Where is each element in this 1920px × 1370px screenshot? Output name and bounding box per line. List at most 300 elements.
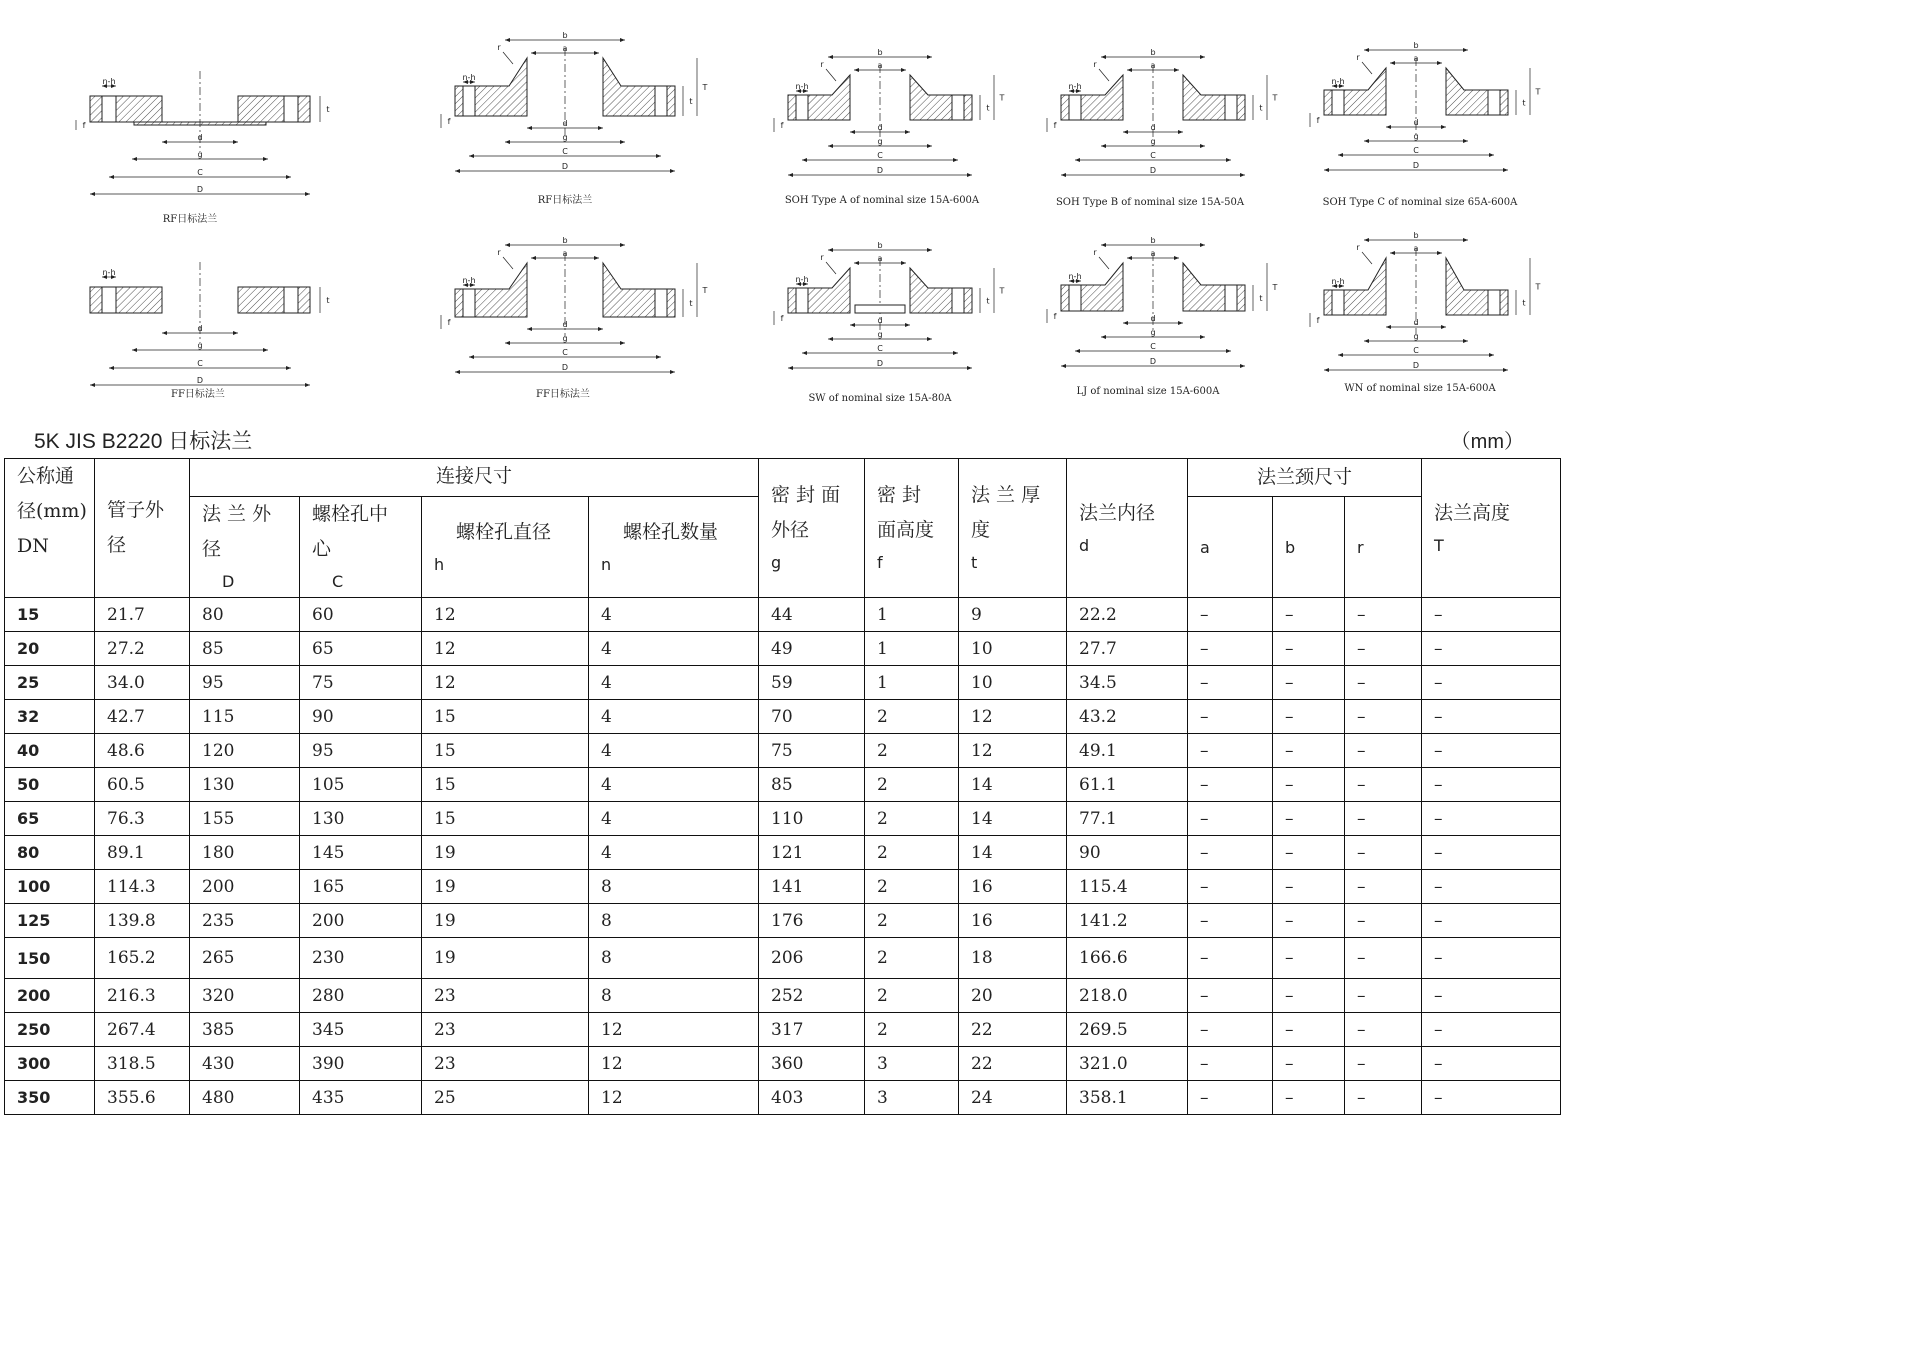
table-cell: 165.2 xyxy=(95,938,190,979)
dimension-label: t xyxy=(1259,294,1263,303)
table-cell: 20 xyxy=(959,979,1067,1013)
table-cell: 4 xyxy=(589,666,759,700)
flange-drawing xyxy=(441,31,708,206)
table-cell: – xyxy=(1273,836,1345,870)
header-bolt-center: 螺栓孔中 心 C xyxy=(300,497,422,598)
dimension-label: D xyxy=(196,185,204,194)
table-cell: 19 xyxy=(422,938,589,979)
dimension-label: d xyxy=(877,316,883,325)
dimension-label: g xyxy=(877,330,883,339)
dimension-label: f xyxy=(780,314,784,323)
table-cell: 34.5 xyxy=(1067,666,1188,700)
dn-cell: 100 xyxy=(5,870,95,904)
dn-cell: 20 xyxy=(5,632,95,666)
dimension-label: d xyxy=(1150,314,1156,323)
table-cell: 235 xyxy=(190,904,300,938)
dimension-label: n-h xyxy=(1068,272,1082,281)
table-cell: 49 xyxy=(759,632,865,666)
dimension-label: b xyxy=(1150,236,1156,245)
header-neck-b: b xyxy=(1273,497,1345,598)
table-row xyxy=(5,1047,1561,1081)
drawing-caption: SOH Type A of nominal size 15A-600A xyxy=(784,195,980,206)
dimension-label: g xyxy=(1150,328,1156,337)
dn-cell: 250 xyxy=(5,1013,95,1047)
table-cell: – xyxy=(1188,836,1273,870)
table-cell: – xyxy=(1422,802,1561,836)
dimension-label: f xyxy=(1316,316,1320,325)
table-cell: 15 xyxy=(422,768,589,802)
table-cell: – xyxy=(1422,598,1561,632)
flange-drawing xyxy=(1047,236,1278,397)
table-cell: – xyxy=(1422,768,1561,802)
table-cell: 8 xyxy=(589,870,759,904)
table-cell: 27.7 xyxy=(1067,632,1188,666)
table-cell: 155 xyxy=(190,802,300,836)
table-cell: 2 xyxy=(865,734,959,768)
table-cell: 2 xyxy=(865,904,959,938)
table-cell: – xyxy=(1422,1047,1561,1081)
dimension-label: T xyxy=(1535,87,1541,97)
dimension-label: C xyxy=(1413,346,1419,355)
table-cell: – xyxy=(1345,734,1422,768)
table-cell: 61.1 xyxy=(1067,768,1188,802)
table-cell: 15 xyxy=(422,700,589,734)
table-cell: – xyxy=(1422,904,1561,938)
table-cell: – xyxy=(1273,938,1345,979)
table-cell: – xyxy=(1422,666,1561,700)
table-cell: 355.6 xyxy=(95,1081,190,1115)
table-cell: – xyxy=(1422,632,1561,666)
dimension-label: T xyxy=(702,286,708,295)
dimension-label: T xyxy=(1272,93,1278,103)
dimension-label: D xyxy=(1149,166,1157,175)
header-flange-id: 法兰内径 d xyxy=(1067,459,1188,598)
table-cell: 200 xyxy=(300,904,422,938)
table-cell: 110 xyxy=(759,802,865,836)
dimension-label: T xyxy=(702,83,708,92)
table-cell: 10 xyxy=(959,632,1067,666)
table-cell: 480 xyxy=(190,1081,300,1115)
table-cell: – xyxy=(1273,598,1345,632)
table-cell: 14 xyxy=(959,802,1067,836)
table-cell: – xyxy=(1345,904,1422,938)
table-cell: 120 xyxy=(190,734,300,768)
dimension-label: T xyxy=(999,286,1005,296)
dimension-label: f xyxy=(82,121,86,130)
table-cell: – xyxy=(1345,1013,1422,1047)
table-row xyxy=(5,768,1561,802)
dimension-label: n-h xyxy=(1331,277,1345,286)
dimension-label: r xyxy=(820,253,824,262)
header-bolt-hole-dia: 螺栓孔直径 h xyxy=(422,497,589,598)
table-cell: 19 xyxy=(422,836,589,870)
table-cell: 4 xyxy=(589,768,759,802)
table-cell: 1 xyxy=(865,598,959,632)
table-cell: 145 xyxy=(300,836,422,870)
table-cell: – xyxy=(1273,768,1345,802)
table-cell: 60.5 xyxy=(95,768,190,802)
dimension-label: a xyxy=(1150,61,1156,70)
table-cell: 65 xyxy=(300,632,422,666)
table-cell: 176 xyxy=(759,904,865,938)
dimension-label: r xyxy=(820,60,824,69)
table-cell: 206 xyxy=(759,938,865,979)
flange-drawing xyxy=(774,48,1005,206)
dimension-label: n-h xyxy=(1331,77,1345,86)
dimension-label: r xyxy=(1356,243,1360,252)
table-cell: – xyxy=(1188,938,1273,979)
flange-drawing xyxy=(90,262,330,400)
table-cell: 2 xyxy=(865,979,959,1013)
table-cell: – xyxy=(1345,979,1422,1013)
table-cell: – xyxy=(1345,870,1422,904)
dn-cell: 40 xyxy=(5,734,95,768)
table-cell: 18 xyxy=(959,938,1067,979)
table-cell: 121 xyxy=(759,836,865,870)
dimension-label: D xyxy=(876,359,884,368)
table-cell: – xyxy=(1273,666,1345,700)
header-dn: 公称通 径(mm) DN xyxy=(5,459,95,598)
dimension-label: g xyxy=(1150,137,1156,146)
table-cell: 3 xyxy=(865,1047,959,1081)
dimension-label: C xyxy=(877,151,883,160)
header-seal-face-od: 密 封 面 外径 g xyxy=(759,459,865,598)
dimension-label: C xyxy=(562,348,568,357)
table-cell: 23 xyxy=(422,1047,589,1081)
table-cell: 3 xyxy=(865,1081,959,1115)
table-cell: – xyxy=(1188,802,1273,836)
table-cell: 21.7 xyxy=(95,598,190,632)
table-cell: 23 xyxy=(422,979,589,1013)
table-cell: 130 xyxy=(190,768,300,802)
dimension-label: f xyxy=(1316,116,1320,125)
dimension-label: b xyxy=(562,31,568,40)
table-cell: 2 xyxy=(865,1013,959,1047)
table-cell: – xyxy=(1273,802,1345,836)
table-cell: 130 xyxy=(300,802,422,836)
dimension-label: D xyxy=(1412,161,1420,170)
header-flange-od: 法 兰 外 径 D xyxy=(190,497,300,598)
dimension-label: t xyxy=(689,97,693,106)
table-cell: 114.3 xyxy=(95,870,190,904)
flange-drawing xyxy=(1310,41,1541,208)
dimension-label: g xyxy=(562,334,568,343)
table-cell: 8 xyxy=(589,938,759,979)
dn-cell: 200 xyxy=(5,979,95,1013)
dimension-label: n-h xyxy=(795,275,809,284)
dimension-label: C xyxy=(1150,151,1156,160)
table-cell: – xyxy=(1345,938,1422,979)
header-flange-height: 法兰高度 T xyxy=(1422,459,1561,598)
table-row xyxy=(5,904,1561,938)
drawing-caption: SW of nominal size 15A-80A xyxy=(808,393,952,404)
table-cell: 2 xyxy=(865,768,959,802)
table-cell: 2 xyxy=(865,700,959,734)
table-cell: – xyxy=(1273,734,1345,768)
table-cell: 216.3 xyxy=(95,979,190,1013)
dimension-label: r xyxy=(1093,248,1097,257)
table-row xyxy=(5,666,1561,700)
drawing-caption: RF日标法兰 xyxy=(537,195,593,206)
table-cell: – xyxy=(1422,836,1561,870)
table-cell: – xyxy=(1188,598,1273,632)
table-cell: 8 xyxy=(589,979,759,1013)
header-pipe-od: 管子外 径 xyxy=(95,459,190,598)
table-cell: 49.1 xyxy=(1067,734,1188,768)
drawing-caption: LJ of nominal size 15A-600A xyxy=(1076,386,1220,397)
table-cell: 318.5 xyxy=(95,1047,190,1081)
table-cell: 320 xyxy=(190,979,300,1013)
flange-drawing xyxy=(1047,48,1278,208)
table-cell: 317 xyxy=(759,1013,865,1047)
dimension-label: t xyxy=(1522,298,1526,308)
table-cell: 34.0 xyxy=(95,666,190,700)
table-cell: – xyxy=(1345,1081,1422,1115)
table-row xyxy=(5,938,1561,979)
table-cell: 95 xyxy=(190,666,300,700)
table-cell: 4 xyxy=(589,700,759,734)
dimension-label: a xyxy=(877,61,883,70)
flange-drawing xyxy=(76,71,330,225)
table-cell: 12 xyxy=(959,700,1067,734)
table-cell: 12 xyxy=(422,666,589,700)
table-cell: 4 xyxy=(589,734,759,768)
table-cell: 385 xyxy=(190,1013,300,1047)
table-cell: 280 xyxy=(300,979,422,1013)
dimension-label: g xyxy=(197,150,203,159)
table-cell: – xyxy=(1345,666,1422,700)
dn-cell: 150 xyxy=(5,938,95,979)
dn-cell: 300 xyxy=(5,1047,95,1081)
dn-cell: 32 xyxy=(5,700,95,734)
table-row xyxy=(5,1081,1561,1115)
dimension-label: T xyxy=(1535,282,1541,292)
dimension-label: g xyxy=(562,133,568,142)
dimension-label: n-h xyxy=(102,268,116,277)
table-cell: – xyxy=(1422,1081,1561,1115)
table-cell: 14 xyxy=(959,836,1067,870)
header-connection: 连接尺寸 xyxy=(190,459,759,497)
table-cell: 218.0 xyxy=(1067,979,1188,1013)
table-cell: 44 xyxy=(759,598,865,632)
table-cell: 42.7 xyxy=(95,700,190,734)
unit-label: （mm） xyxy=(1450,431,1524,453)
flange-drawings xyxy=(0,0,1563,415)
dimension-label: b xyxy=(1150,48,1156,57)
table-row xyxy=(5,836,1561,870)
table-cell: 12 xyxy=(589,1081,759,1115)
dimension-label: t xyxy=(326,296,330,305)
table-cell: 16 xyxy=(959,904,1067,938)
table-cell: 269.5 xyxy=(1067,1013,1188,1047)
table-cell: – xyxy=(1273,870,1345,904)
table-cell: 2 xyxy=(865,836,959,870)
table-cell: 24 xyxy=(959,1081,1067,1115)
table-cell: 265 xyxy=(190,938,300,979)
table-cell: 1 xyxy=(865,666,959,700)
table-cell: 345 xyxy=(300,1013,422,1047)
dimension-label: D xyxy=(561,162,569,171)
dn-cell: 65 xyxy=(5,802,95,836)
table-cell: 4 xyxy=(589,836,759,870)
dn-cell: 125 xyxy=(5,904,95,938)
dimension-label: C xyxy=(197,168,203,177)
dimension-label: t xyxy=(1259,103,1263,113)
dimension-label: b xyxy=(1413,41,1419,50)
table-cell: 89.1 xyxy=(95,836,190,870)
table-cell: 27.2 xyxy=(95,632,190,666)
table-cell: – xyxy=(1188,666,1273,700)
dimension-label: D xyxy=(561,363,569,372)
header-neck: 法兰颈尺寸 xyxy=(1188,459,1422,497)
table-cell: 358.1 xyxy=(1067,1081,1188,1115)
drawing-caption: SOH Type B of nominal size 15A-50A xyxy=(1055,197,1245,208)
table-cell: 141.2 xyxy=(1067,904,1188,938)
dimension-label: C xyxy=(562,147,568,156)
dimension-label: n-h xyxy=(1068,82,1082,91)
dimension-label: f xyxy=(1053,312,1057,321)
table-cell: 165 xyxy=(300,870,422,904)
dimension-label: a xyxy=(1413,244,1419,253)
flange-dimension-table xyxy=(4,458,1561,1115)
dimension-label: d xyxy=(1413,318,1419,327)
table-cell: 19 xyxy=(422,904,589,938)
table-cell: 321.0 xyxy=(1067,1047,1188,1081)
dimension-label: b xyxy=(877,48,883,57)
table-row xyxy=(5,802,1561,836)
table-cell: – xyxy=(1345,768,1422,802)
drawing-caption: RF日标法兰 xyxy=(162,214,218,225)
dimension-label: n-h xyxy=(462,276,476,285)
header-neck-r: r xyxy=(1345,497,1422,598)
table-cell: 8 xyxy=(589,904,759,938)
table-cell: 90 xyxy=(300,700,422,734)
flange-drawing xyxy=(774,241,1005,404)
table-cell: – xyxy=(1273,979,1345,1013)
table-cell: – xyxy=(1273,632,1345,666)
table-cell: 12 xyxy=(422,598,589,632)
table-cell: – xyxy=(1188,700,1273,734)
table-cell: 90 xyxy=(1067,836,1188,870)
dimension-label: d xyxy=(1413,118,1419,127)
dimension-label: f xyxy=(1053,121,1057,130)
dimension-label: f xyxy=(780,121,784,130)
table-cell: – xyxy=(1188,1047,1273,1081)
table-cell: – xyxy=(1345,700,1422,734)
dimension-label: C xyxy=(197,359,203,368)
table-row xyxy=(5,734,1561,768)
dimension-label: C xyxy=(1150,342,1156,351)
dimension-label: b xyxy=(877,241,883,250)
dn-cell: 50 xyxy=(5,768,95,802)
table-cell: – xyxy=(1345,802,1422,836)
table-cell: 4 xyxy=(589,802,759,836)
dimension-label: r xyxy=(497,43,501,52)
table-row xyxy=(5,598,1561,632)
table-cell: 75 xyxy=(300,666,422,700)
table-cell: 15 xyxy=(422,734,589,768)
table-cell: 95 xyxy=(300,734,422,768)
table-row xyxy=(5,979,1561,1013)
table-cell: – xyxy=(1422,979,1561,1013)
table-cell: 115.4 xyxy=(1067,870,1188,904)
table-cell: 77.1 xyxy=(1067,802,1188,836)
table-cell: 141 xyxy=(759,870,865,904)
table-cell: 166.6 xyxy=(1067,938,1188,979)
table-cell: 105 xyxy=(300,768,422,802)
dimension-label: D xyxy=(876,166,884,175)
table-cell: – xyxy=(1422,734,1561,768)
table-cell: 15 xyxy=(422,802,589,836)
flange-drawing xyxy=(1310,231,1541,394)
table-row xyxy=(5,1013,1561,1047)
table-cell: 12 xyxy=(422,632,589,666)
table-cell: 85 xyxy=(190,632,300,666)
dimension-label: t xyxy=(986,296,990,306)
table-cell: 180 xyxy=(190,836,300,870)
table-cell: 70 xyxy=(759,700,865,734)
dimension-label: r xyxy=(1093,60,1097,69)
table-cell: – xyxy=(1345,1047,1422,1081)
table-cell: 60 xyxy=(300,598,422,632)
table-cell: 139.8 xyxy=(95,904,190,938)
dimension-label: g xyxy=(197,341,203,350)
dimension-label: a xyxy=(1150,249,1156,258)
dimension-label: r xyxy=(497,248,501,257)
table-cell: 10 xyxy=(959,666,1067,700)
table-cell: 9 xyxy=(959,598,1067,632)
dimension-label: t xyxy=(1522,98,1526,108)
header-seal-face-height: 密 封 面高度 f xyxy=(865,459,959,598)
table-cell: – xyxy=(1422,938,1561,979)
dimension-label: n-h xyxy=(462,73,476,82)
dimension-label: f xyxy=(447,117,451,126)
table-cell: 2 xyxy=(865,802,959,836)
table-body xyxy=(5,598,1561,1115)
dn-cell: 15 xyxy=(5,598,95,632)
table-cell: – xyxy=(1345,836,1422,870)
table-cell: – xyxy=(1188,768,1273,802)
dimension-label: C xyxy=(1413,146,1419,155)
header-bolt-hole-count: 螺栓孔数量 n xyxy=(589,497,759,598)
page-title: 5K JIS B2220 日标法兰 xyxy=(34,430,253,453)
table-cell: – xyxy=(1188,632,1273,666)
dimension-label: a xyxy=(562,249,568,258)
dimension-label: d xyxy=(197,324,203,333)
table-cell: 360 xyxy=(759,1047,865,1081)
drawing-caption: WN of nominal size 15A-600A xyxy=(1344,383,1496,394)
dimension-label: a xyxy=(562,44,568,53)
table-cell: – xyxy=(1188,734,1273,768)
header-flange-thickness: 法 兰 厚 度 t xyxy=(959,459,1067,598)
table-cell: 390 xyxy=(300,1047,422,1081)
table-cell: 230 xyxy=(300,938,422,979)
table-cell: 2 xyxy=(865,870,959,904)
table-cell: 267.4 xyxy=(95,1013,190,1047)
table-cell: 25 xyxy=(422,1081,589,1115)
dimension-label: t xyxy=(326,105,330,114)
dimension-label: n-h xyxy=(795,82,809,91)
dimension-label: f xyxy=(447,318,451,327)
dimension-label: D xyxy=(196,376,204,385)
table-cell: 403 xyxy=(759,1081,865,1115)
table-cell: – xyxy=(1422,870,1561,904)
table-cell: 2 xyxy=(865,938,959,979)
dimension-label: t xyxy=(986,103,990,113)
table-title-bar xyxy=(34,425,1524,455)
table-cell: – xyxy=(1273,1081,1345,1115)
table-cell: 435 xyxy=(300,1081,422,1115)
